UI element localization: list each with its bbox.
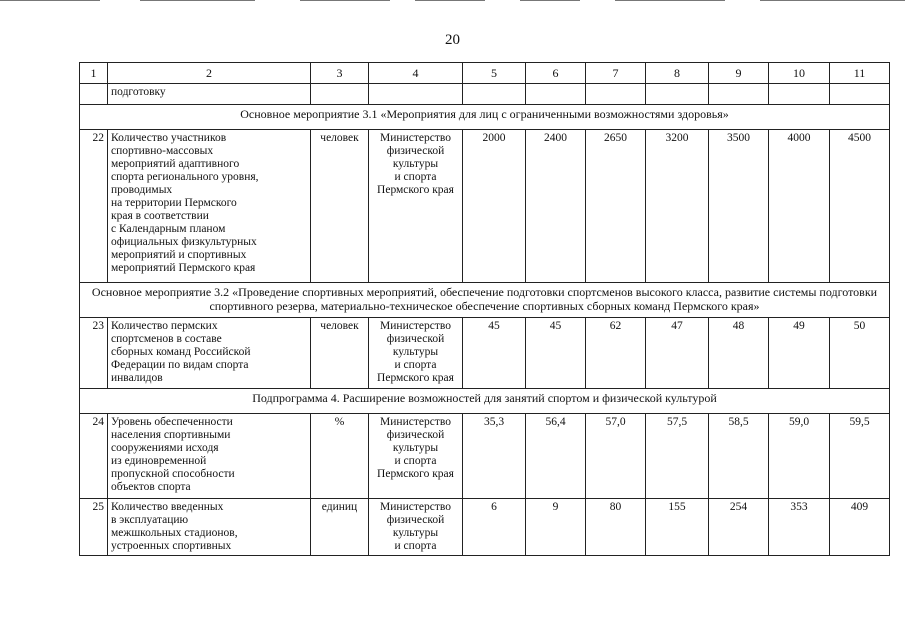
value-cell: 45 xyxy=(526,318,586,389)
table-row xyxy=(80,130,890,283)
responsible-cell: Министерство физической культуры и спорта Пермского края xyxy=(369,130,463,283)
table-row xyxy=(80,414,890,499)
indicator-name: Количество пермских спортсменов в составе сборных команд Российской Федерации по видам спорта инвалидов xyxy=(108,318,311,389)
responsible-cell: Министерство физической культуры и спорта Пермского края xyxy=(369,414,463,499)
table-row xyxy=(80,84,890,105)
section-row xyxy=(80,105,890,130)
column-header: 10 xyxy=(769,63,830,84)
row-number: 24 xyxy=(80,414,108,499)
value-cell: 6 xyxy=(463,499,526,556)
value-cell: 58,5 xyxy=(709,414,769,499)
table-row xyxy=(80,318,890,389)
value-cell: 155 xyxy=(646,499,709,556)
section-title: Подпрограмма 4. Расширение возможностей для занятий спортом и физической культурой xyxy=(80,389,890,414)
responsible-cell: Министерство физической культуры и спорта Пермского края xyxy=(369,318,463,389)
value-cell: 2400 xyxy=(526,130,586,283)
section-title: Основное мероприятие 3.1 «Мероприятия для лиц с ограниченными возможностями здоровья» xyxy=(80,105,890,130)
value-cell: 48 xyxy=(709,318,769,389)
value-cell: 50 xyxy=(830,318,890,389)
table-row xyxy=(80,499,890,556)
value-cell: 353 xyxy=(769,499,830,556)
value-cell: 254 xyxy=(709,499,769,556)
section-row xyxy=(80,283,890,318)
column-number-row xyxy=(80,63,890,84)
value-cell: 56,4 xyxy=(526,414,586,499)
page-number: 20 xyxy=(445,32,460,48)
row-number: 22 xyxy=(80,130,108,283)
value-cell: 59,5 xyxy=(830,414,890,499)
indicator-name: подготовку xyxy=(108,84,311,105)
value-cell: 45 xyxy=(463,318,526,389)
indicator-name: Количество участников спортивно-массовых мероприятий адаптивного спорта регионального уровня, проводимых на территории Пермского края в соответствии с Календарным планом официальных физкультурных мероприятий и спортивных мероприятий Пермского края xyxy=(108,130,311,283)
value-cell: 2650 xyxy=(586,130,646,283)
indicators-table xyxy=(79,62,890,556)
value-cell: 409 xyxy=(830,499,890,556)
row-number: 25 xyxy=(80,499,108,556)
column-header: 11 xyxy=(830,63,890,84)
column-header: 9 xyxy=(709,63,769,84)
value-cell: 4000 xyxy=(769,130,830,283)
value-cell: 49 xyxy=(769,318,830,389)
indicator-name: Количество введенных в эксплуатацию межшкольных стадионов, устроенных спортивных xyxy=(108,499,311,556)
value-cell: 80 xyxy=(586,499,646,556)
column-header: 5 xyxy=(463,63,526,84)
value-cell: 2000 xyxy=(463,130,526,283)
value-cell: 62 xyxy=(586,318,646,389)
responsible-cell: Министерство физической культуры и спорта xyxy=(369,499,463,556)
unit-cell: единиц xyxy=(311,499,369,556)
value-cell: 3500 xyxy=(709,130,769,283)
column-header: 3 xyxy=(311,63,369,84)
value-cell: 35,3 xyxy=(463,414,526,499)
section-row xyxy=(80,389,890,414)
value-cell: 57,0 xyxy=(586,414,646,499)
column-header: 8 xyxy=(646,63,709,84)
section-title: Основное мероприятие 3.2 «Проведение спортивных мероприятий, обеспечение подготовки спортсменов высокого класса, развитие системы подготовки спортивного резерва, материально-техническое обеспечение спортивных сборных команд Пермского края» xyxy=(80,283,890,318)
unit-cell: человек xyxy=(311,318,369,389)
value-cell: 47 xyxy=(646,318,709,389)
value-cell: 57,5 xyxy=(646,414,709,499)
column-header: 7 xyxy=(586,63,646,84)
row-number: 23 xyxy=(80,318,108,389)
top-border xyxy=(0,0,905,2)
value-cell: 4500 xyxy=(830,130,890,283)
value-cell: 59,0 xyxy=(769,414,830,499)
value-cell: 9 xyxy=(526,499,586,556)
column-header: 4 xyxy=(369,63,463,84)
value-cell: 3200 xyxy=(646,130,709,283)
unit-cell: % xyxy=(311,414,369,499)
unit-cell: человек xyxy=(311,130,369,283)
column-header: 6 xyxy=(526,63,586,84)
column-header: 1 xyxy=(80,63,108,84)
indicator-name: Уровень обеспеченности населения спортивными сооружениями исходя из единовременной пропускной способности объектов спорта xyxy=(108,414,311,499)
column-header: 2 xyxy=(108,63,311,84)
